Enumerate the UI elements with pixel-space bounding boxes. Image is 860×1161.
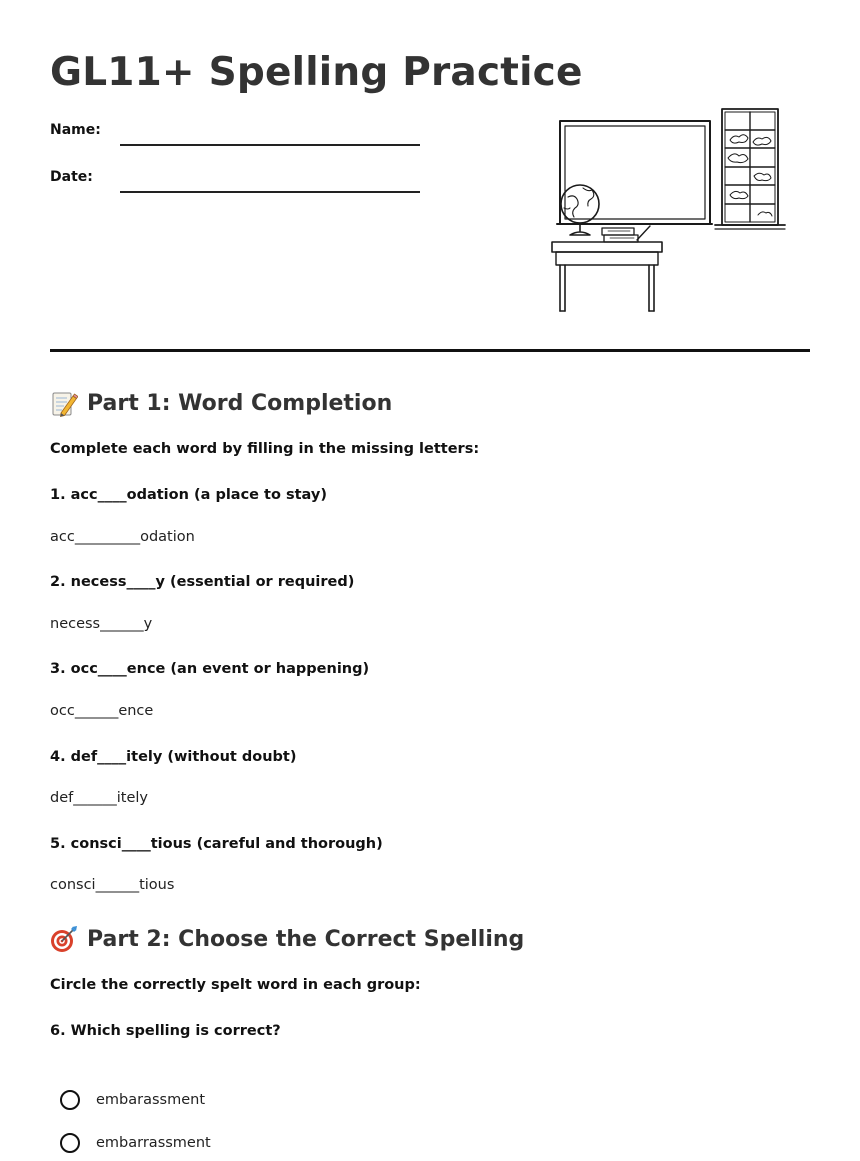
globe-icon: [561, 185, 599, 235]
radio-button[interactable]: [60, 1090, 80, 1110]
option-embarassment[interactable]: [60, 1087, 205, 1113]
name-input-line[interactable]: [120, 144, 420, 146]
target-dart-icon: [50, 925, 78, 953]
question-5-answer[interactable]: consci______tious: [50, 877, 175, 893]
question-3-prompt: 3. occ____ence (an event or happening): [50, 661, 370, 677]
name-label: Name:: [50, 122, 101, 138]
date-input-line[interactable]: [120, 191, 420, 193]
name-field[interactable]: [50, 122, 430, 152]
question-3-answer[interactable]: occ______ence: [50, 703, 154, 719]
question-4-answer[interactable]: def______itely: [50, 790, 148, 806]
option-label: embarrassment: [96, 1135, 211, 1151]
option-embarrassment[interactable]: [60, 1130, 211, 1156]
desk-icon: [552, 242, 662, 311]
question-6-prompt: 6. Which spelling is correct?: [50, 1023, 281, 1039]
part2-instruction: Circle the correctly spelt word in each group:: [50, 977, 421, 993]
date-label: Date:: [50, 169, 93, 185]
radio-button[interactable]: [60, 1133, 80, 1153]
question-1-prompt: 1. acc____odation (a place to stay): [50, 487, 327, 503]
whiteboard-icon: [557, 121, 712, 224]
question-1-answer[interactable]: acc_________odation: [50, 529, 195, 545]
part2-heading: [50, 925, 524, 953]
part1-heading: [50, 389, 392, 417]
memo-pencil-icon: [50, 389, 78, 417]
page-title: GL11+ Spelling Practice: [50, 50, 583, 95]
window-icon: [715, 109, 785, 229]
question-5-prompt: 5. consci____tious (careful and thorough): [50, 836, 383, 852]
option-label: embarassment: [96, 1092, 206, 1108]
section-divider: [50, 349, 810, 352]
date-field[interactable]: [50, 169, 430, 199]
part1-instruction: Complete each word by filling in the missing letters:: [50, 441, 480, 457]
books-icon: [602, 226, 650, 242]
classroom-illustration: [550, 100, 795, 320]
part1-heading-text: Part 1: Word Completion: [87, 390, 393, 416]
question-4-prompt: 4. def____itely (without doubt): [50, 749, 297, 765]
part2-heading-text: Part 2: Choose the Correct Spelling: [87, 926, 525, 952]
question-2-answer[interactable]: necess______y: [50, 616, 153, 632]
question-2-prompt: 2. necess____y (essential or required): [50, 574, 355, 590]
